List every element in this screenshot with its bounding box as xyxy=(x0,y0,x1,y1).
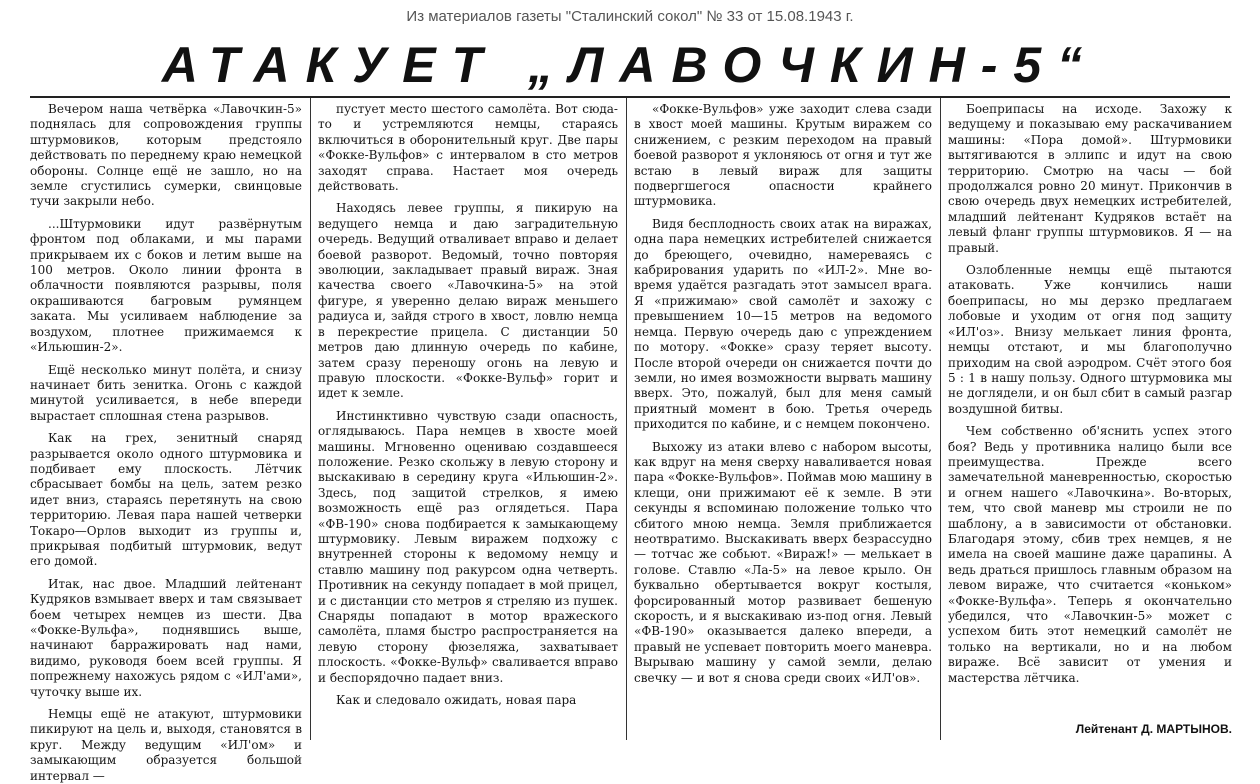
paragraph: Находясь левее группы, я пикирую на ведущего немца и даю заградительную очередь. Ведущий отваливает вправо и делает боевой разворот. Ведомый, точно повторяя эволюции, закладывает правый вираж. Зная качества своего «Лавочкина-5» на этой фигуре, я уверенно делаю вираж меньшего радиуса и, зайдя строго в хвост, ловлю немца в перекрестие прицела. С дистанции 50 метров даю длинную очередь по кабине, затем сразу переношу огонь на левую и правую плоскости. «Фокке-Вульф» горит и идет к земле. xyxy=(318,201,618,401)
column-divider xyxy=(940,98,941,740)
paragraph: Вечером наша четвёрка «Лавочкин-5» поднялась для сопровождения группы штурмовиков, которым предстояло действовать по переднему краю немецкой обороны. Солнце ещё не зашло, но на земле сгустились сумерки, свинцовые тучи закрыли небо. xyxy=(30,102,302,209)
column-divider xyxy=(310,98,311,740)
paragraph: Как и следовало ожидать, новая пара xyxy=(336,693,577,708)
paragraph: Как на грех, зенитный снаряд разрывается около одного штурмовика и подбивает ему плоскость. Лётчик сбрасывает бомбы на цель, затем резко идет вниз, стараясь перетянуть на свою территорию. Левая пара нашей четверки Токаро—Орлов выходит из группы и, прикрывая подбитый штурмовик, ведут его домой. xyxy=(30,431,302,569)
source-caption: Из материалов газеты "Сталинский сокол" № 33 от 15.08.1943 г. xyxy=(406,8,854,25)
paragraph: Выхожу из атаки влево с набором высоты, как вдруг на меня сверху наваливается новая пара «Фокке-Вульфов». Поймав мою машину в клещи, они прижимают её к земле. В эти секунды я вспоминаю положение только что сбитого мною немца. Земля приближается неотвратимо. Выскакивать вверх безрассудно — тотчас же собьют. «Вираж!» — мелькает в голове. Ставлю «Ла-5» на левое крыло. Он буквально обертывается вокруг костыля, форсированный мотор развивает бешеную скорость, и я выскакиваю из-под огня. Левый «ФВ-190» оказывается далеко впереди, а правый не успевает повторить моего маневра. Вырываю машину у самой земли, делаю свечку — и вот я снова среди своих «ИЛ'ов». xyxy=(634,439,932,685)
column-divider xyxy=(626,98,627,740)
paragraph: Ещё несколько минут полёта, и снизу начинает бить зенитка. Огонь с каждой минутой усиливается, в небе впереди вырастает сплошная стена разрывов. xyxy=(30,362,302,423)
article-column-3 xyxy=(634,102,932,742)
paragraph: Озлобленные немцы ещё пытаются атаковать. Уже кончились наши боеприпасы, но мы дерзко предлагаем лобовые и уходим от огня под защиту «ИЛ'оз». Внизу мелькает линия фронта, немцы отстают, и мы благополучно приходим на свой аэродром. Счёт этого боя 5 : 1 в нашу пользу. Одного штурмовика мы не доглядели, и он был сбит в самый разгар воздушной битвы. xyxy=(948,263,1232,416)
headline-rule xyxy=(30,96,1230,98)
paragraph: Инстинктивно чувствую сзади опасность, оглядываюсь. Пара немцев в хвосте моей машины. Мгновенно оцениваю создавшееся положение. Резко скольжу в левую сторону и выскакиваю в середину круга «Ильюшин-2». Здесь, под защитой стрелков, я имею возможность ещё раз оглядеться. Пара «ФВ-190» снова подбирается к замыкающему штурмовику. Левым виражем подхожу с внутренней стороны к ведомому немцу и ставлю машину под ракурсом одна четверть. Противник на секунду попадает в мой прицел, и с дистанции сто метров я стреляю из пушек. Снаряды попадают в мотор вражеского самолёта, пламя быстро распространяется на левую сторону фюзеляжа, захватывает плоскость. «Фокке-Вульф» сваливается вправо и беспорядочно падает вниз. xyxy=(318,408,618,685)
paragraph: Боеприпасы на исходе. Захожу к ведущему и показываю ему раскачиванием машины: «Пора домой». Штурмовики вытягиваются в эллипс и идут на свою территорию. Смотрю на часы — бой продолжался ровно 20 минут. Прикончив в свою очередь двух немецких истребителей, младший лейтенант Кудряков встаёт на левый фланг группы штурмовиков. Я — на правый. xyxy=(948,102,1232,255)
author-signature: Лейтенант Д. МАРТЫНОВ. xyxy=(1075,722,1232,736)
paragraph: пустует место шестого самолёта. Вот сюда-то и устремляются немцы, стараясь включиться в оборонительный круг. Две пары «Фокке-Вульфов» с интервалом в сто метров заходят справа. Настает моя очередь действовать. xyxy=(318,102,618,194)
paragraph: Итак, нас двое. Младший лейтенант Кудряков взмывает вверх и там связывает боем четырех немцев из шести. Два «Фокке-Вульфа», поднявшись выше, начинают барражировать над нами, видимо, руководя боем всей группы. Я попрежнему нахожусь рядом с «ИЛ'ами», чуточку выше их. xyxy=(30,576,302,699)
article-column-4 xyxy=(948,102,1232,717)
article-column-1 xyxy=(30,102,302,783)
paragraph: ...Штурмовики идут развёрнутым фронтом под облаками, и мы парами прикрываем их с боков и летим выше на 100 метров. Около линии фронта в облачности появляются разрывы, поля окрашиваются багровым румянцем заката. Мы усиливаем наблюдение за воздухом, плотнее прижимаемся к «Ильюшин-2». xyxy=(30,216,302,355)
article-column-2 xyxy=(318,102,618,742)
article-headline: АТАКУЕТ „ЛАВОЧКИН-5“ xyxy=(161,37,1099,93)
paragraph: «Фокке-Вульфов» уже заходит слева сзади в хвост моей машины. Крутым виражем со снижением, с резким переходом на правый боевой разворот я уклоняюсь от огня и тут же встаю в левый вираж для защиты подвергшегося опасности крайнего штурмовика. xyxy=(634,102,932,209)
paragraph: Видя бесплодность своих атак на виражах, одна пара немецких истребителей снижается до бреющего, очевидно, намереваясь с кабрирования ударить по «ИЛ-2». Мне во-время удаётся разгадать этот замысел врага. Я «прижимаю» свой самолёт и захожу с превышением 10—15 метров на ведомого немца. Первую очередь даю с упреждением по мотору. «Фокке» сразу теряет высоту. После второй очереди он снижается почти до земли, но имея возможности вырвать машину вверх. Это, пожалуй, был для меня самый приятный момент в бою. Третья очередь приходится по кабине, и с немцем покончено. xyxy=(634,216,932,432)
paragraph: Немцы ещё не атакуют, штурмовики пикируют на цель и, выходя, становятся в круг. Между ведущим «ИЛ'ом» и замыкающим образуется большой интервал — xyxy=(30,707,302,783)
paragraph: Чем собственно об'яснить успех этого боя? Ведь у противника налицо были все преимущества. Прежде всего замечательной маневренностью, скоростью и огнем нашего «Лавочкина». Во-вторых, тем, что свой маневр мы строили не по шаблону, а в зависимости от обстановки. Благодаря этому, сбив трех немцев, я не имела на своей машине даже царапины. А ведь драться пришлось главным образом на левом вираже, что считается «коньком» «Фокке-Вульфа». Теперь я окончательно убедился, что «Лавочкин-5» может с успехом бить этот немецкий самолёт не только на вертикали, но и на любом вираже. Всё зависит от умения и мастерства лётчика. xyxy=(948,424,1232,685)
